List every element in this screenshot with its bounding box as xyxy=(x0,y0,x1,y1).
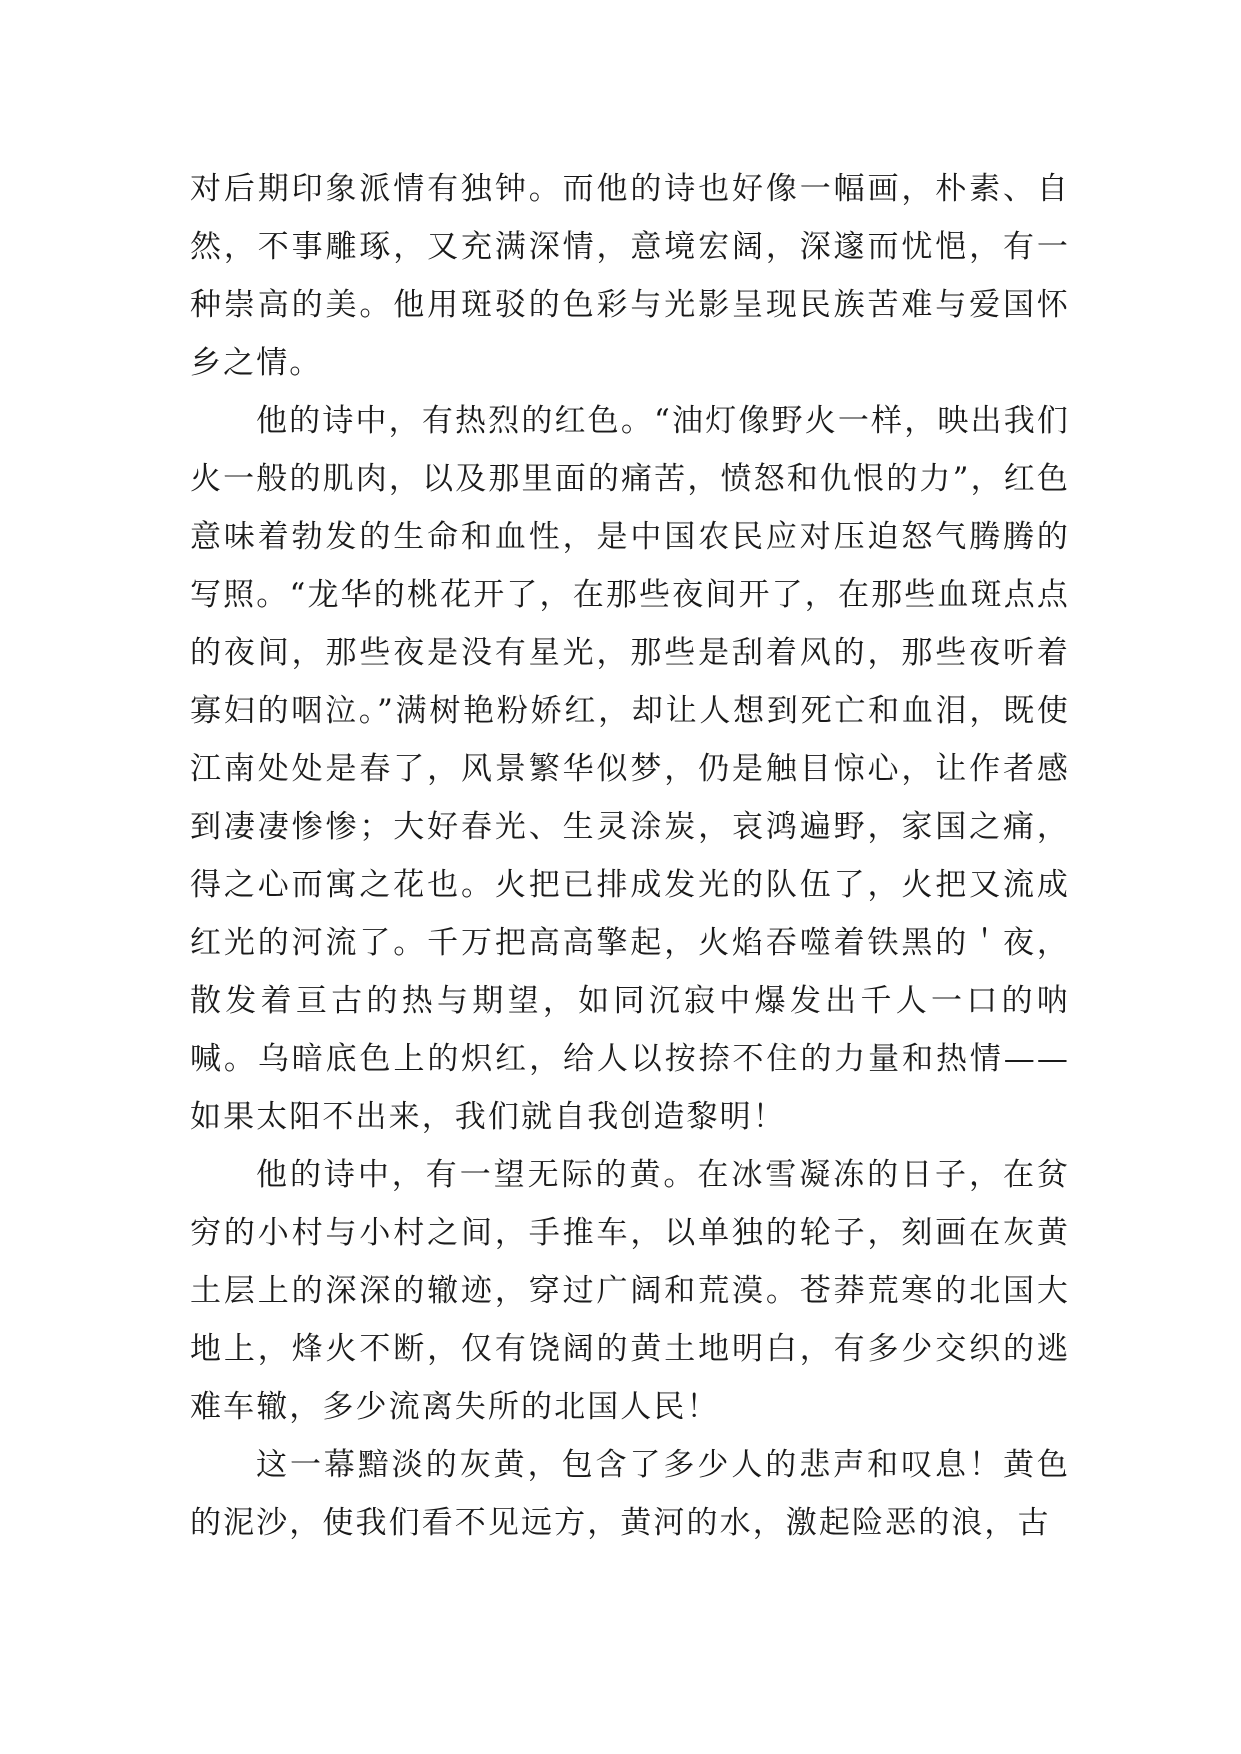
paragraph-1: 对后期印象派情有独钟。而他的诗也好像一幅画，朴素、自然，不事雕琢，又充满深情，意境宏阔，深邃而忧悒，有一种崇高的美。他用斑驳的色彩与光影呈现民族苦难与爱国怀乡之情。 xyxy=(190,171,1070,381)
body-text xyxy=(190,160,1070,1552)
paragraph-3: 他的诗中，有一望无际的黄。在冰雪凝冻的日子，在贫穷的小村与小村之间，手推车，以单独的轮子，刻画在灰黄土层上的深深的辙迹，穿过广阔和荒漠。苍莽荒寒的北国大地上，烽火不断，仅有饶阔的黄土地明白，有多少交织的逃难车辙，多少流离失所的北国人民！ xyxy=(190,1157,1070,1425)
paragraph-2: 他的诗中，有热烈的红色。“油灯像野火一样，映出我们火一般的肌肉，以及那里面的痛苦，愤怒和仇恨的力”，红色意味着勃发的生命和血性，是中国农民应对压迫怒气腾腾的写照。“龙华的桃花开了，在那些夜间开了，在那些血斑点点的夜间，那些夜是没有星光，那些是刮着风的，那些夜听着寡妇的咽泣。”满树艳粉娇红，却让人想到死亡和血泪，既使江南处处是春了，风景繁华似梦，仍是触目惊心，让作者感到凄凄惨惨；大好春光、生灵涂炭，哀鸿遍野，家国之痛，得之心而寓之花也。火把已排成发光的队伍了，火把又流成红光的河流了。千万把高高擎起，火焰吞噬着铁黑的＇夜，散发着亘古的热与期望，如同沉寂中爆发出千人一口的呐喊。乌暗底色上的炽红，给人以按捺不住的力量和热情——如果太阳不出来，我们就自我创造黎明！ xyxy=(190,403,1070,1135)
paragraph-4: 这一幕黯淡的灰黄，包含了多少人的悲声和叹息！黄色的泥沙，使我们看不见远方，黄河的水，激起险恶的浪，古 xyxy=(190,1447,1070,1541)
